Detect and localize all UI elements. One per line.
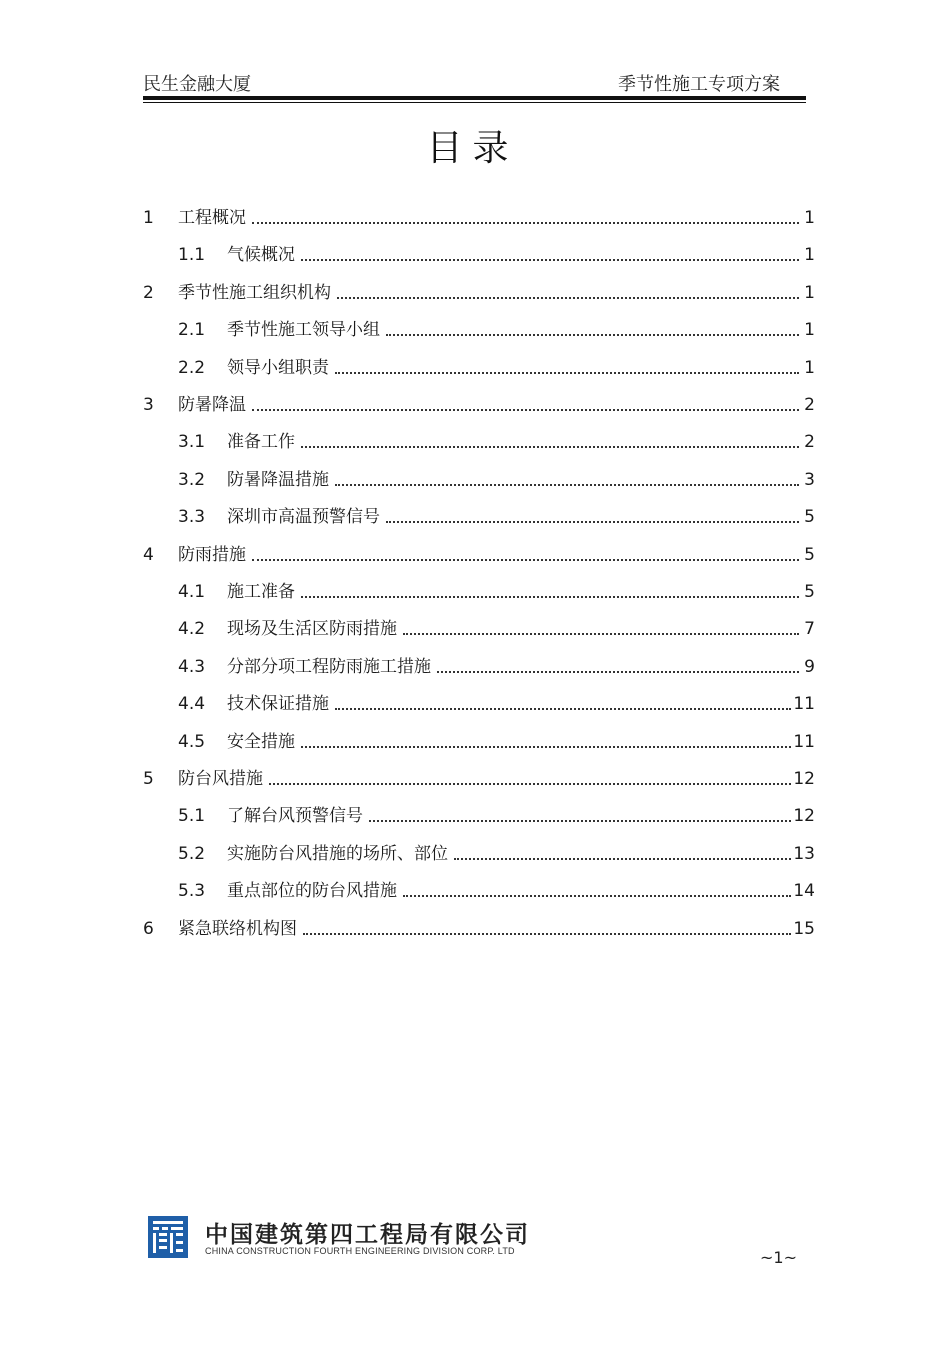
toc-entry-number: 5.1 — [178, 806, 206, 827]
toc-entry — [143, 916, 815, 942]
toc-entry — [143, 280, 815, 306]
toc-dot-leader — [303, 916, 791, 942]
toc-dot-leader — [301, 579, 799, 605]
toc-entry-title: 深圳市高温预警信号 — [227, 507, 380, 528]
toc-entry-page: 1 — [804, 357, 815, 378]
toc-entry-title: 分部分项工程防雨施工措施 — [227, 656, 431, 677]
toc-dot-leader — [386, 317, 799, 343]
toc-entry-title: 季节性施工领导小组 — [227, 320, 380, 341]
toc-dot-leader — [252, 542, 799, 568]
toc-entry-page: 14 — [793, 881, 815, 902]
toc-entry-title: 防暑降温 — [178, 395, 246, 415]
toc-entry-page: 7 — [804, 619, 815, 640]
toc-dot-leader — [269, 766, 791, 792]
toc-entry-number: 1.1 — [178, 245, 206, 266]
toc-entry — [143, 355, 815, 381]
toc-entry — [143, 616, 815, 642]
toc-entry-page: 2 — [804, 432, 815, 453]
toc-entry-number: 2.2 — [178, 357, 206, 378]
toc-entry-page: 3 — [804, 469, 815, 490]
toc-entry-page: 5 — [804, 507, 815, 528]
toc-dot-leader — [337, 280, 799, 306]
toc-entry-title: 防暑降温措施 — [227, 469, 329, 490]
company-name-english: CHINA CONSTRUCTION FOURTH ENGINEERING DIVISION CORP. LTD — [205, 1246, 515, 1256]
toc-entry — [143, 504, 815, 530]
toc-entry-title: 季节性施工组织机构 — [178, 282, 331, 303]
toc-entry — [143, 729, 815, 755]
toc-entry — [143, 654, 815, 680]
header-rule-thin — [143, 102, 806, 103]
toc-dot-leader — [403, 878, 791, 904]
toc-entry-title: 技术保证措施 — [227, 694, 329, 715]
toc-entry-title: 紧急联络机构图 — [178, 918, 297, 939]
header-right-title: 季节性施工专项方案 — [618, 74, 780, 95]
toc-entry — [143, 841, 815, 867]
toc-entry-number: 2.1 — [178, 320, 206, 341]
toc-entry-title: 重点部位的防台风措施 — [227, 881, 397, 902]
cscec-logo-icon — [148, 1216, 188, 1258]
toc-entry-page: 5 — [804, 582, 815, 602]
toc-dot-leader — [335, 467, 799, 493]
toc-entry-page: 13 — [793, 843, 815, 864]
toc-entry-title: 防雨措施 — [178, 544, 246, 565]
toc-entry — [143, 579, 815, 605]
toc-entry-page: 12 — [793, 769, 815, 789]
toc-entry — [143, 392, 815, 418]
toc-dot-leader — [335, 691, 791, 717]
toc-dot-leader — [437, 654, 799, 680]
toc-dot-leader — [335, 355, 799, 381]
toc-entry — [143, 803, 815, 829]
company-name-chinese: 中国建筑第四工程局有限公司 — [205, 1222, 530, 1248]
toc-entry-number: 5 — [143, 769, 154, 789]
toc-entry-number: 4.1 — [178, 582, 206, 602]
page-title: 目录 — [426, 128, 519, 169]
toc-entry-page: 1 — [804, 208, 815, 228]
toc-entry-number: 3 — [143, 395, 154, 415]
toc-entry-number: 5.2 — [178, 843, 206, 864]
toc-entry — [143, 317, 815, 343]
toc-dot-leader — [386, 504, 799, 530]
toc-dot-leader — [454, 841, 791, 867]
toc-entry-title: 现场及生活区防雨措施 — [227, 619, 397, 640]
toc-dot-leader — [403, 616, 799, 642]
toc-entry-title: 施工准备 — [227, 582, 295, 602]
toc-dot-leader — [252, 392, 799, 418]
toc-entry-number: 4.4 — [178, 694, 206, 715]
toc-entry-page: 11 — [793, 731, 815, 752]
toc-entry — [143, 205, 815, 231]
toc-entry-title: 防台风措施 — [178, 769, 263, 789]
toc-entry — [143, 766, 815, 792]
toc-entry-title: 了解台风预警信号 — [227, 806, 363, 827]
toc-entry-page: 1 — [804, 282, 815, 303]
toc-entry — [143, 542, 815, 568]
toc-entry — [143, 467, 815, 493]
page-number: ~1~ — [760, 1248, 797, 1267]
toc-entry-number: 2 — [143, 282, 154, 303]
toc-entry — [143, 878, 815, 904]
toc-entry — [143, 242, 815, 268]
header-rule-thick — [143, 96, 806, 100]
toc-entry-title: 领导小组职责 — [227, 357, 329, 378]
toc-dot-leader — [301, 242, 799, 268]
toc-entry-number: 4.5 — [178, 731, 206, 752]
toc-entry-number: 4 — [143, 544, 154, 565]
toc-entry-page: 15 — [793, 918, 815, 939]
toc-entry-number: 3.2 — [178, 469, 206, 490]
toc-entry-page: 1 — [804, 245, 815, 266]
header-left-title: 民生金融大厦 — [143, 74, 251, 95]
toc-entry — [143, 429, 815, 455]
toc-entry-number: 4.3 — [178, 656, 206, 677]
toc-entry-title: 实施防台风措施的场所、部位 — [227, 843, 448, 864]
toc-entry-number: 6 — [143, 918, 154, 939]
toc-entry-page: 9 — [804, 656, 815, 677]
toc-entry-page: 5 — [804, 544, 815, 565]
toc-entry-number: 4.2 — [178, 619, 206, 640]
toc-entry-title: 工程概况 — [178, 208, 246, 228]
toc-entry-page: 12 — [793, 806, 815, 827]
toc-entry-number: 3.3 — [178, 507, 206, 528]
toc-entry-number: 5.3 — [178, 881, 206, 902]
toc-entry-title: 气候概况 — [227, 245, 295, 266]
toc-entry-title: 安全措施 — [227, 731, 295, 752]
toc-entry-number: 1 — [143, 208, 154, 228]
toc-entry-title: 准备工作 — [227, 432, 295, 453]
toc-dot-leader — [252, 205, 799, 231]
toc-dot-leader — [301, 429, 799, 455]
toc-dot-leader — [369, 803, 791, 829]
toc-entry-number: 3.1 — [178, 432, 206, 453]
toc-entry-page: 1 — [804, 320, 815, 341]
toc-entry — [143, 691, 815, 717]
toc-entry-page: 2 — [804, 395, 815, 415]
toc-dot-leader — [301, 729, 791, 755]
toc-entry-page: 11 — [793, 694, 815, 715]
